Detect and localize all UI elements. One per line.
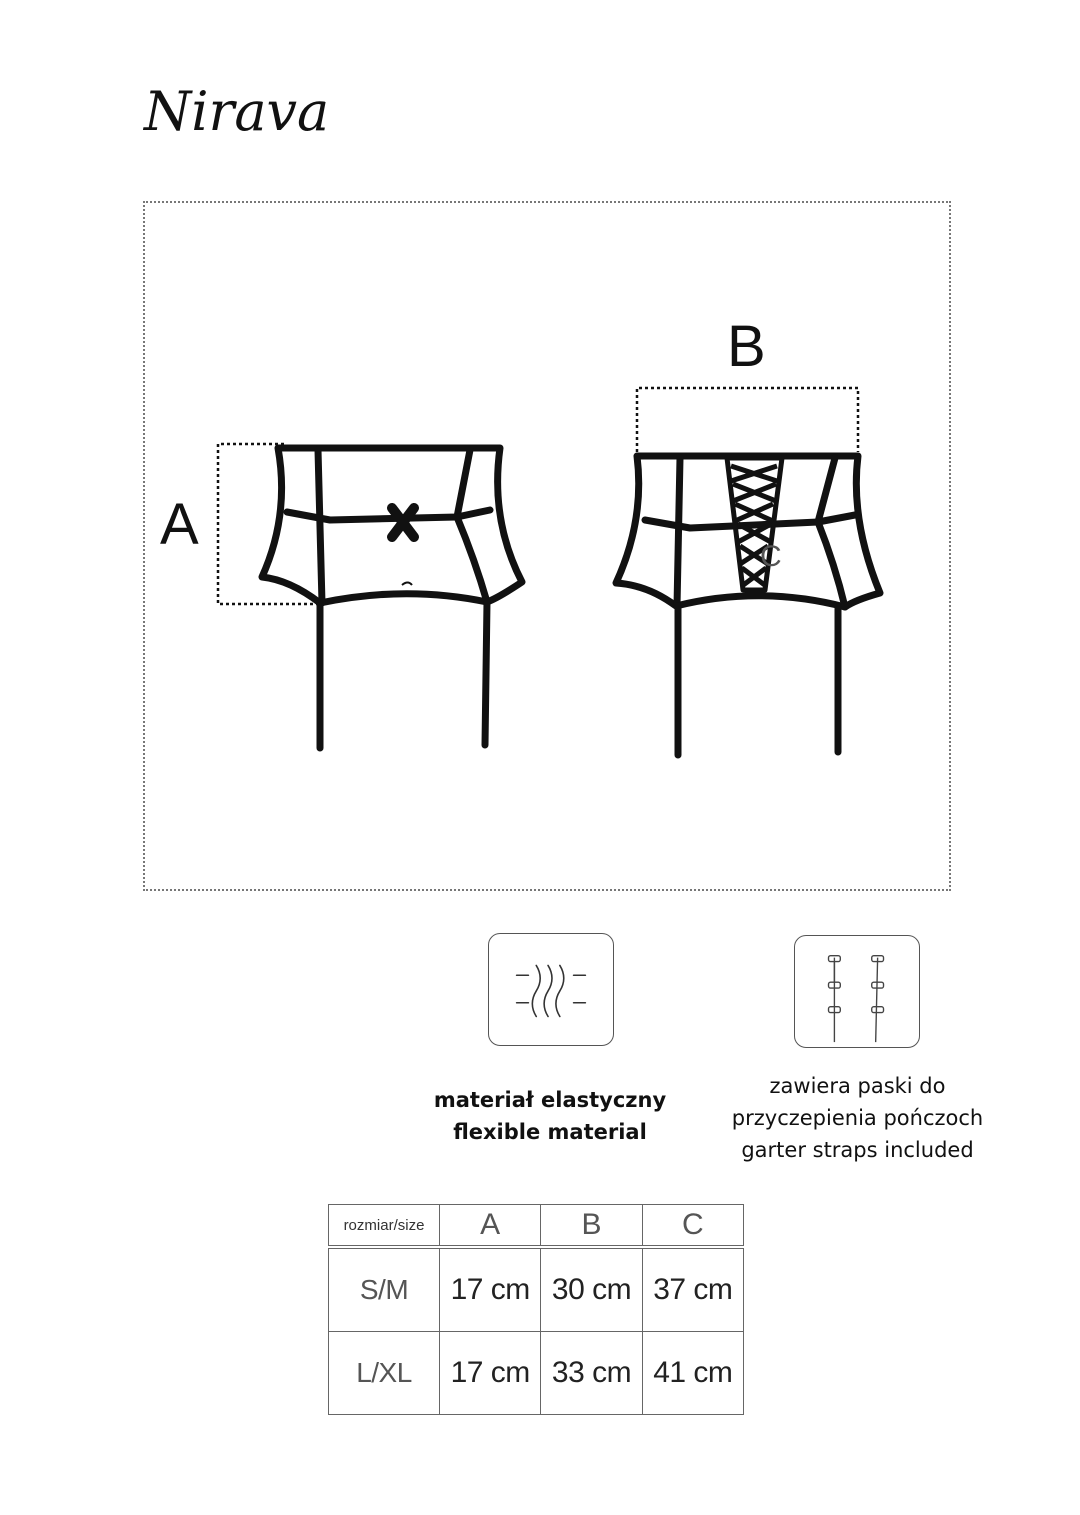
garter-straps-caption-line-1: zawiera paski do: [769, 1074, 946, 1098]
size-name-cell: L/XL: [329, 1332, 440, 1415]
size-table-header-row: [329, 1205, 744, 1248]
size-value-cell: 17 cm: [440, 1247, 541, 1332]
dimension-a-label: A: [160, 492, 199, 557]
size-value-cell: 33 cm: [541, 1332, 642, 1415]
garter-straps-caption-line-3: garter straps included: [741, 1138, 974, 1162]
elastic-material-caption-en: flexible material: [453, 1120, 647, 1144]
garter-straps-icon: [794, 935, 920, 1048]
garter-straps-caption: [705, 1070, 1010, 1166]
elastic-material-icon: [488, 933, 614, 1046]
elastic-material-caption: [420, 1084, 680, 1148]
table-row: [329, 1247, 744, 1332]
dimension-c-label: C: [760, 540, 782, 573]
size-value-cell: 41 cm: [642, 1332, 743, 1415]
size-table-header-size: rozmiar/size: [329, 1205, 440, 1248]
brand-logo: [140, 55, 330, 150]
garter-straps-caption-line-2: przyczepienia pończoch: [731, 1106, 984, 1130]
size-value-cell: 37 cm: [642, 1247, 743, 1332]
size-value-cell: 17 cm: [440, 1332, 541, 1415]
size-value-cell: 30 cm: [541, 1247, 642, 1332]
product-diagram-frame: [143, 201, 951, 891]
size-name-cell: S/M: [329, 1247, 440, 1332]
table-row: [329, 1332, 744, 1415]
size-table-header-c: C: [642, 1205, 743, 1248]
size-table: [328, 1204, 744, 1415]
dimension-b-label: B: [727, 314, 766, 379]
size-table-header-b: B: [541, 1205, 642, 1248]
elastic-material-caption-pl: materiał elastyczny: [433, 1088, 667, 1112]
size-table-header-a: A: [440, 1205, 541, 1248]
brand-logo-text: Nirava: [144, 80, 330, 143]
